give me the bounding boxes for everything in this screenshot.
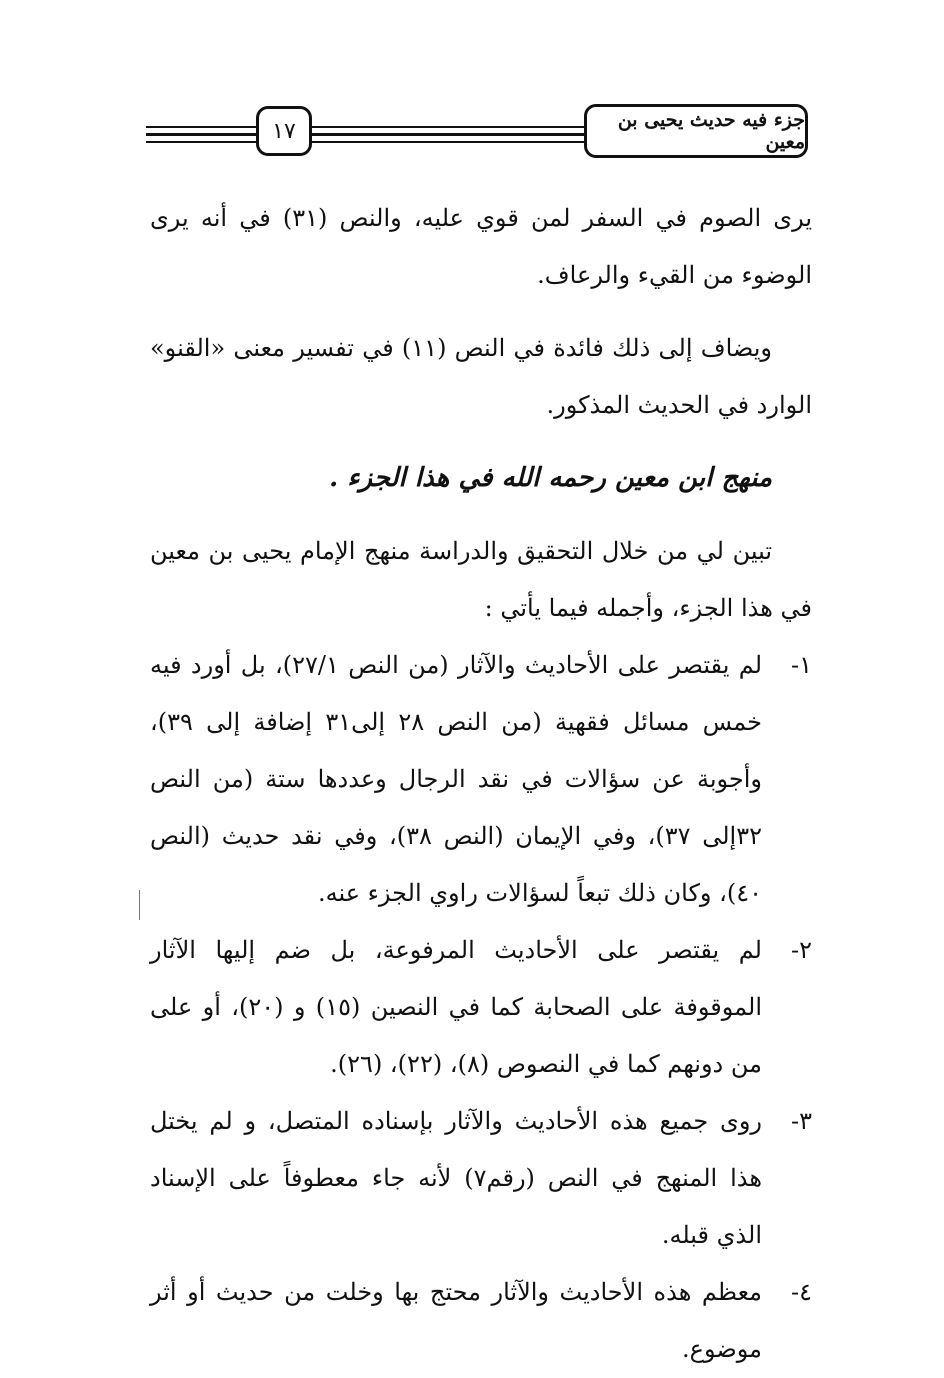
paragraph-intro: تبين لي من خلال التحقيق والدراسة منهج الإمام يحيى بن معين في هذا الجزء، وأجمله فيما يأتي : — [150, 537, 812, 622]
paragraph-addendum: ويضاف إلى ذلك فائدة في النص (١١) في تفسير معنى «القنو» الوارد في الحديث المذكور. — [150, 334, 812, 419]
list-item-text: لم يقتصر على الأحاديث والآثار (من النص ٢٧/١)، بل أورد فيه خمس مسائل فقهية (من النص ٢٨ إلى٣١ إضافة إلى ٣٩)، وأجوبة عن سؤالات في نقد الرجال وعددها ستة (من النص ٣٢إلى ٣٧)، وفي الإيمان (النص ٣٨)، وفي نقد حديث (النص ٤٠)، وكان ذلك تبعاً لسؤالات راوي الجزء عنه. — [150, 651, 763, 907]
page-header — [0, 0, 944, 170]
list-item-number: ١- — [791, 651, 812, 679]
page-number: ١٧ — [256, 106, 312, 156]
list-item-text: لم يقتصر على الأحاديث المرفوعة، بل ضم إليها الآثار الموقوفة على الصحابة كما في النصين (١٥) و (٢٠)، أو على من دونهم كما في النصوص (٨)، (٢٢)، (٢٦). — [150, 936, 762, 1078]
methodology-list — [150, 637, 812, 1378]
section-heading: منهج ابن معين رحمه الله في هذا الجزء . — [329, 463, 772, 493]
list-item-text: معظم هذه الأحاديث والآثار محتج بها وخلت من حديث أو أثر موضوع. — [150, 1278, 762, 1363]
list-item-text: روى جميع هذه الأحاديث والآثار بإسناده المتصل، و لم يختل هذا المنهج في النص (رقم٧) لأنه جاء معطوفاً على الإسناد الذي قبله. — [150, 1107, 762, 1249]
list-item — [150, 1093, 812, 1264]
margin-mark — [139, 890, 140, 920]
page-body — [150, 190, 812, 1378]
list-item-number: ٢- — [791, 936, 812, 964]
list-item — [150, 1264, 812, 1378]
list-item — [150, 922, 812, 1093]
list-item-number: ٣- — [791, 1107, 812, 1135]
list-item — [150, 637, 812, 922]
list-item-number: ٤- — [791, 1278, 812, 1306]
paragraph-continuation: يرى الصوم في السفر لمن قوي عليه، والنص (٣١) في أنه يرى الوضوء من القيء والرعاف. — [150, 204, 812, 289]
book-title: جزء فيه حديث يحيى بن معين — [584, 104, 808, 158]
